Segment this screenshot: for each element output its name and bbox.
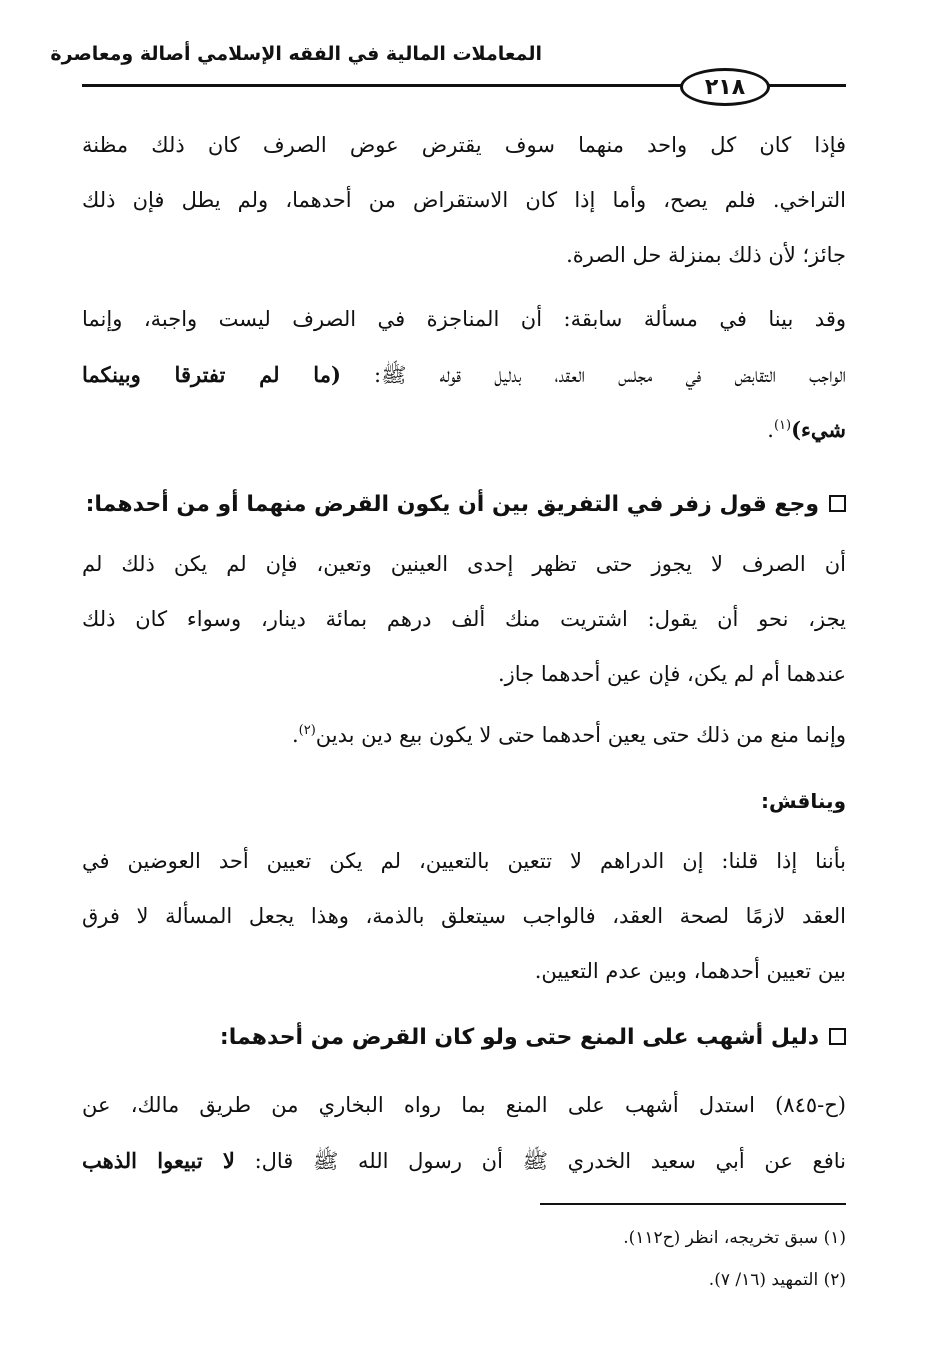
paragraph-line: فإذا كان كل واحد منهما سوف يقترض عوض الصرف كان ذلك مظنة	[82, 133, 846, 157]
footnote-1: (١) سبق تخريجه، انظر (ح١١٢).	[623, 1228, 846, 1248]
page-number: ٢١٨	[680, 68, 770, 106]
paragraph-text: .	[291, 723, 299, 747]
paragraph-text: وإنما منع من ذلك حتى يعين أحدهما حتى لا يكون بيع دين بدين	[315, 723, 846, 747]
hadith-quote: لا تبيعوا الذهب	[82, 1148, 235, 1173]
paragraph-4	[82, 708, 846, 763]
paragraph-line	[82, 708, 846, 763]
paragraph-5	[82, 834, 846, 999]
paragraph-line: عندهما أم لم يكن، فإن عين أحدهما جاز.	[497, 662, 846, 686]
square-bullet-icon	[829, 495, 846, 512]
heading-text: دليل أشهب على المنع حتى ولو كان القرض من أحدهما:	[219, 1025, 819, 1050]
paragraph-line: أن الصرف لا يجوز حتى تظهر إحدى العينين وتعين، فإن لم يكن ذلك لم	[82, 552, 846, 576]
paragraph-line: بأننا إذا قلنا: إن الدراهم لا تتعين بالتعيين، لم يكن تعيين أحد العوضين في	[82, 849, 846, 873]
paragraph-line: وقد بينا في مسألة سابقة: أن المناجزة في الصرف ليست واجبة، وإنما	[82, 307, 846, 331]
square-bullet-icon	[829, 1028, 846, 1045]
footnote-ref: (٢)	[298, 723, 316, 738]
footnote-2: (٢) التمهيد (١٦/ ٧).	[708, 1270, 846, 1290]
paragraph-text: .	[767, 418, 774, 442]
running-title: المعاملات المالية في الفقه الإسلامي أصالة ومعاصرة	[50, 43, 542, 65]
paragraph-line: العقد لازمًا لصحة العقد، فالواجب سيتعلق بالذمة، وهذا يجعل المسألة لا فرق	[82, 904, 846, 928]
paragraph-line	[82, 402, 846, 457]
paragraph-6	[82, 1078, 846, 1188]
paragraph-line: يجز، نحو أن يقول: اشتريت منك ألف درهم بمائة دينار، وسواء كان ذلك	[82, 607, 846, 631]
paragraph-line: جائز؛ لأن ذلك بمنزلة حل الصرة.	[566, 243, 846, 267]
paragraph-line: بين تعيين أحدهما، وبين عدم التعيين.	[534, 959, 846, 983]
header-rule	[82, 84, 762, 87]
hadith-quote: شيء)	[791, 417, 846, 442]
header-rule-right	[760, 84, 846, 87]
footnote-rule	[540, 1203, 846, 1205]
paragraph-line: التراخي. فلم يصح، وأما إذا كان الاستقراض من أحدهما، ولم يطل فإن ذلك	[82, 188, 846, 212]
paragraph-line: (ح-٨٤٥) استدل أشهب على المنع بما رواه البخاري من طريق مالك، عن	[82, 1093, 846, 1117]
paragraph-1	[82, 118, 846, 283]
footnote-ref: (١)	[773, 418, 792, 433]
heading-text: وجع قول زفر في التفريق بين أن يكون القرض منهما أو من أحدهما:	[85, 492, 819, 517]
section-heading-ashhab	[82, 1018, 846, 1058]
paragraph-text: الواجب التقابض في مجلس العقد، بدليل قوله ﷺ:	[340, 363, 846, 387]
paragraph-text: نافع عن أبي سعيد الخدري ﷺ أن رسول الله ﷺ قال:	[234, 1149, 846, 1173]
subheading-discussion: ويناقش:	[761, 789, 846, 813]
hadith-quote: (ما لم تفترقا وبينكما	[82, 362, 341, 387]
section-heading-zufar	[82, 485, 846, 525]
paragraph-2	[82, 292, 846, 457]
paragraph-line	[82, 347, 846, 402]
paragraph-line	[82, 1133, 846, 1188]
paragraph-3	[82, 537, 846, 702]
